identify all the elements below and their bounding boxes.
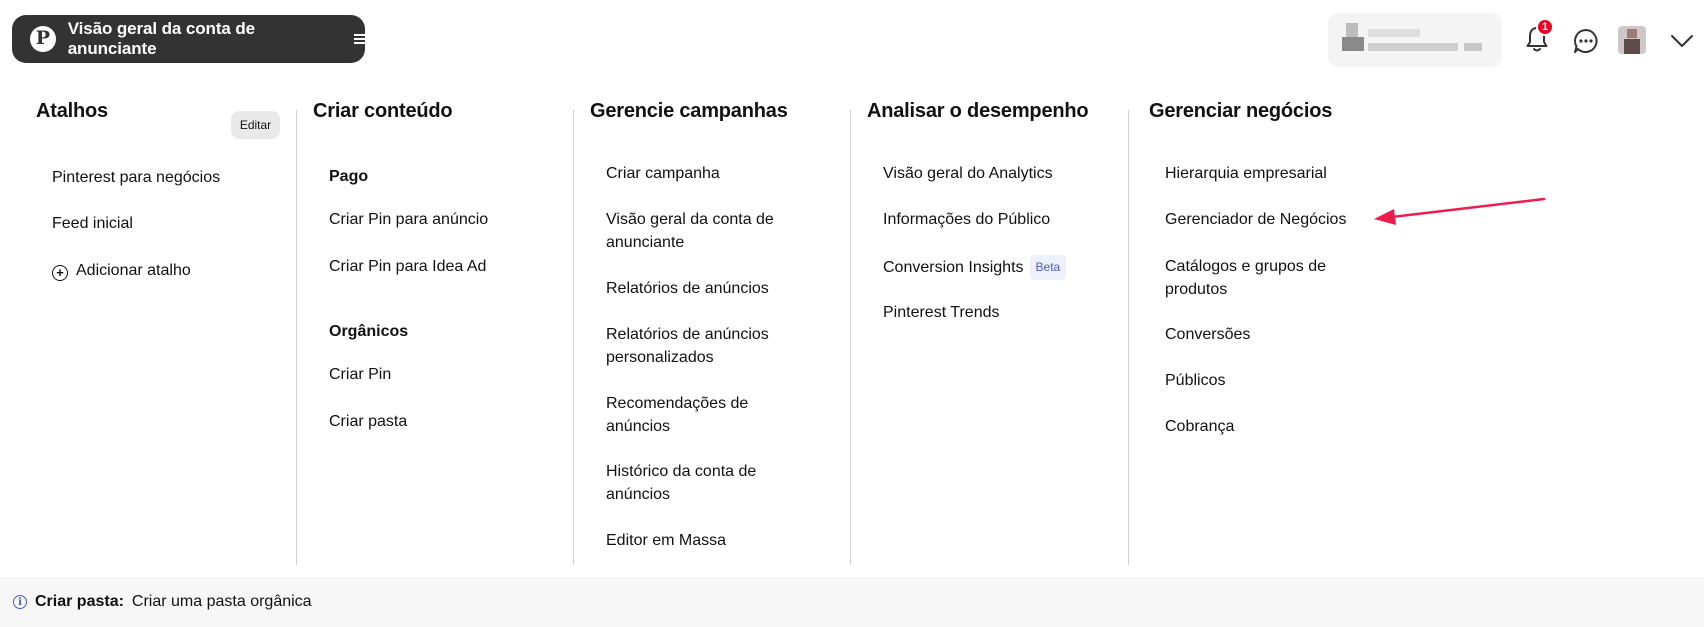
chat-icon [1569, 24, 1603, 58]
menu-item-audiences[interactable]: Públicos [1165, 372, 1226, 389]
account-menu-button[interactable] [1668, 28, 1696, 52]
info-text: Criar uma pasta orgânica [131, 593, 312, 610]
column-divider [573, 110, 574, 565]
campaigns-heading: Gerencie campanhas [590, 100, 788, 122]
menu-item-create-ad-pin[interactable]: Criar Pin para anúncio [329, 211, 489, 228]
menu-item-business-hierarchy[interactable]: Hierarquia empresarial [1165, 165, 1327, 182]
menu-item-audience-insights[interactable]: Informações do Público [883, 211, 1051, 228]
app-title: Visão geral da conta de anunciante [67, 19, 255, 58]
pinterest-logo-icon: P [30, 26, 56, 52]
paid-section-label: Pago [329, 168, 369, 185]
top-bar [0, 0, 1704, 80]
edit-shortcuts-button[interactable]: Editar [231, 111, 280, 139]
chevron-down-icon [1668, 28, 1696, 52]
menu-icon [354, 34, 365, 44]
shortcut-item-pinterest-business[interactable]: Pinterest para negócios [52, 169, 221, 186]
column-divider [296, 110, 297, 565]
messages-button[interactable] [1569, 24, 1603, 58]
beta-badge: Beta [1030, 255, 1067, 280]
info-bar [0, 577, 1704, 627]
create-heading: Criar conteúdo [313, 100, 453, 122]
app-switcher-button[interactable] [12, 15, 365, 63]
add-shortcut-button[interactable] [52, 259, 191, 282]
column-divider [1128, 110, 1129, 565]
menu-item-custom-ads-reports[interactable]: Relatórios de anúncios personalizados [606, 326, 769, 366]
create-column [313, 100, 452, 123]
menu-item-conversions[interactable]: Conversões [1165, 326, 1251, 343]
menu-item-analytics-overview[interactable]: Visão geral do Analytics [883, 165, 1053, 182]
avatar[interactable] [1618, 26, 1646, 54]
menu-item-create-campaign[interactable]: Criar campanha [606, 165, 720, 182]
menu-item-ads-account-history[interactable]: Histórico da conta de anúncios [606, 463, 757, 503]
analytics-column [867, 100, 1088, 123]
menu-item-ads-account-overview[interactable]: Visão geral da conta de anunciante [606, 211, 774, 251]
analytics-heading: Analisar o desempenho [867, 100, 1089, 122]
column-divider [850, 110, 851, 565]
shortcut-item-home-feed[interactable]: Feed inicial [52, 215, 133, 232]
business-heading: Gerenciar negócios [1149, 100, 1333, 122]
menu-item-conversion-insights[interactable] [883, 255, 1066, 280]
menu-item-create-pin[interactable]: Criar Pin [329, 366, 392, 383]
info-icon: i [13, 595, 27, 609]
menu-item-ads-recommendations[interactable]: Recomendações de anúncios [606, 395, 749, 435]
organic-section-label: Orgânicos [329, 323, 409, 340]
conversion-insights-label: Conversion Insights [883, 259, 1024, 276]
menu-item-billing[interactable]: Cobrança [1165, 418, 1235, 435]
shortcuts-column [36, 100, 108, 123]
menu-item-create-idea-ad-pin[interactable]: Criar Pin para Idea Ad [329, 258, 487, 275]
add-shortcut-label: Adicionar atalho [76, 262, 191, 279]
annotation-arrow [1370, 192, 1550, 232]
menu-item-ads-reports[interactable]: Relatórios de anúncios [606, 280, 769, 297]
menu-item-catalogs[interactable]: Catálogos e grupos de produtos [1165, 258, 1326, 298]
business-column [1149, 100, 1332, 123]
menu-item-business-manager[interactable]: Gerenciador de Negócios [1165, 211, 1347, 228]
menu-item-pinterest-trends[interactable]: Pinterest Trends [883, 304, 1000, 321]
account-switcher[interactable] [1328, 13, 1502, 67]
notification-badge: 1 [1536, 18, 1554, 36]
shortcuts-heading: Atalhos [36, 100, 108, 122]
menu-item-create-board[interactable]: Criar pasta [329, 413, 408, 430]
menu-item-bulk-editor[interactable]: Editor em Massa [606, 532, 727, 549]
info-title: Criar pasta: [35, 593, 124, 610]
campaigns-column [590, 100, 788, 123]
add-circle-icon: + [52, 265, 68, 281]
